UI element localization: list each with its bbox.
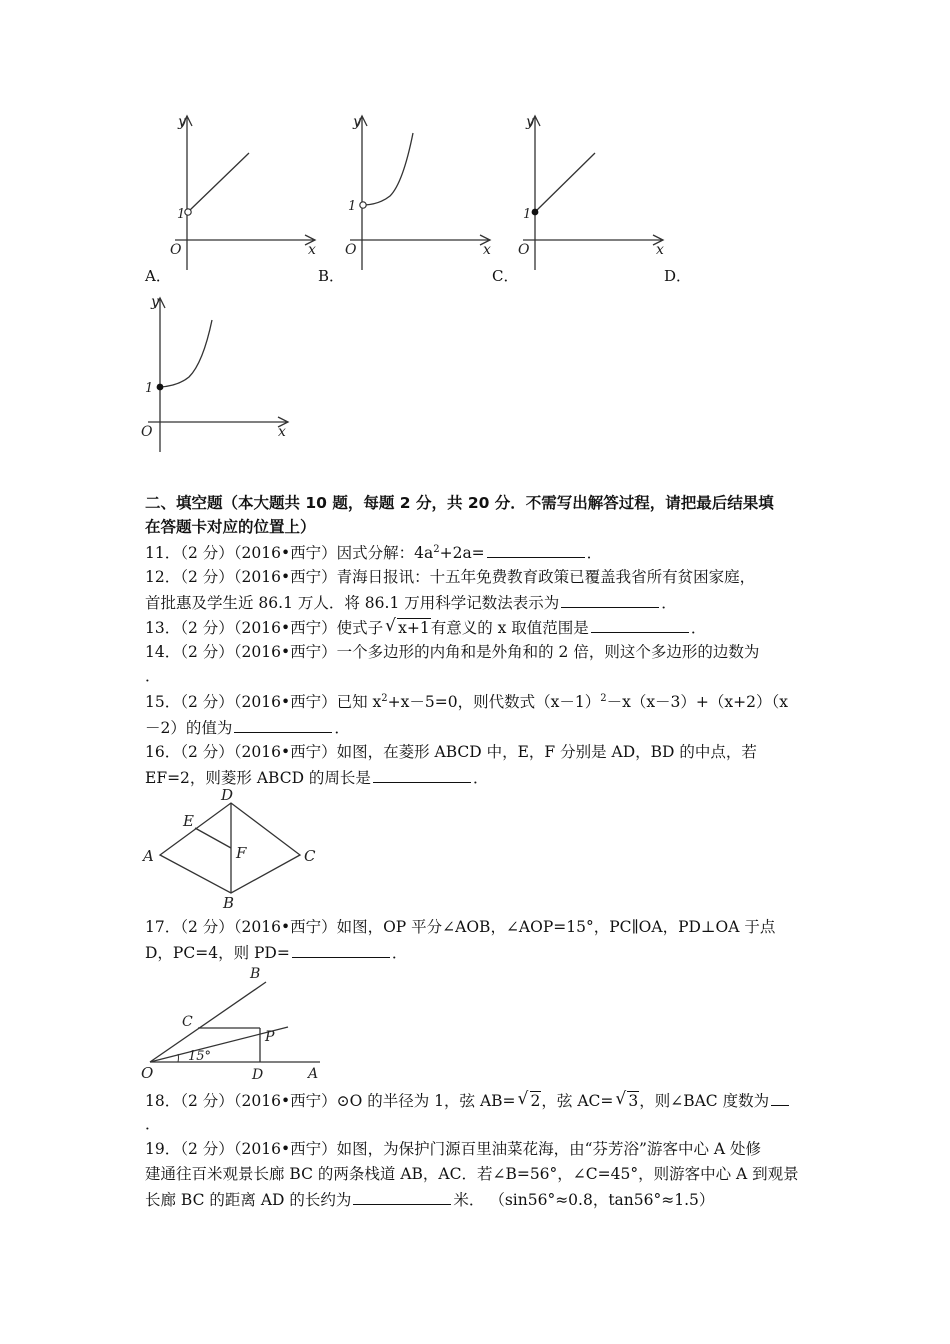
answer-blank[interactable] [353, 1189, 451, 1205]
option-a-label: A． [145, 267, 171, 285]
option-c-label: C． [492, 267, 519, 285]
rhombus-figure [140, 785, 330, 910]
question-11: 11．（2 分）（2016•西宁）因式分解：$4a^2+2a=$ ． [145, 543, 603, 562]
point-e-label: E [183, 812, 194, 830]
question-14-line2: ． [145, 667, 161, 685]
x-axis-label: x [278, 424, 286, 440]
origin-label: O [518, 242, 530, 258]
angle-bisector-figure [138, 962, 338, 1084]
x-axis-label: x [656, 242, 664, 258]
question-18-line2: ． [145, 1115, 161, 1133]
vertex-a-label: A [143, 847, 154, 865]
question-16-line1: 16．（2 分）（2016•西宁）如图，在菱形 ABCD 中，E，F 分别是 AD，BD 的中点，若 [145, 743, 757, 761]
sqrt-2: √ 2 [517, 1089, 541, 1110]
answer-blank[interactable] [373, 767, 471, 783]
x-axis-label: x [308, 242, 316, 258]
answer-blank[interactable] [487, 542, 585, 558]
question-19-line3: 长廊 BC 的距离 AD 的长约为 米． （sin56°≈0.8，tan56°≈1.5） [145, 1191, 715, 1209]
question-12-line2: 首批惠及学生近 86.1 万人．将 86.1 万用科学记数法表示为 ． [145, 594, 677, 612]
y-axis-label: y [151, 294, 159, 310]
question-17-line1: 17．（2 分）（2016•西宁）如图，OP 平分∠AOB，∠AOP=15°，PC∥OA，PD⊥OA 于点 [145, 918, 776, 936]
y-intercept-label: 1 [523, 207, 532, 222]
option-d-label: D． [664, 267, 692, 285]
answer-blank[interactable] [561, 592, 659, 608]
y-axis-label: y [353, 114, 361, 130]
question-16-line2: EF=2，则菱形 ABCD 的周长是 ． [145, 769, 489, 787]
question-18-line1: 18．（2 分）（2016•西宁）⊙O 的半径为 1，弦 AB= √ 2，弦 AC= √ 3，则∠BAC 度数为 [145, 1090, 791, 1111]
question-17-line2: D，PC=4，则 PD= ． [145, 944, 408, 962]
angle-label: 15° [188, 1049, 212, 1064]
origin-label: O [345, 242, 357, 258]
graph-option-c [508, 108, 673, 273]
question-15-line1: 15．（2 分）（2016•西宁）已知 $x^2+x-5=0$，则代数式$(x-1)^2-x(x-3)+(x+2)(x$ [145, 692, 788, 711]
point-d-label: D [252, 1067, 264, 1083]
point-a-label: A [308, 1066, 319, 1082]
y-intercept-label: 1 [348, 199, 357, 214]
vertex-d-label: D [221, 786, 234, 804]
point-b-label: B [250, 966, 261, 982]
point-p-label: P [265, 1029, 275, 1045]
y-axis-label: y [526, 114, 534, 130]
sqrt-3: √ 3 [615, 1089, 639, 1110]
graph-option-b [335, 108, 500, 273]
answer-blank[interactable] [591, 617, 689, 633]
answer-blank[interactable] [771, 1090, 789, 1106]
origin-label: O [170, 242, 182, 258]
point-f-label: F [236, 844, 247, 862]
point-c-label: C [182, 1014, 193, 1030]
vertex-b-label: B [223, 894, 235, 912]
question-19-line2: 建通往百米观景长廊 BC 的两条栈道 AB，AC．若∠B=56°，∠C=45°，则游客中心 A 到观景 [145, 1165, 799, 1183]
graph-option-a [160, 108, 325, 273]
y-intercept-label: 1 [177, 207, 186, 222]
origin-label: O [141, 424, 153, 440]
sqrt-expression: √ x+1 [385, 616, 430, 637]
y-axis-label: y [178, 114, 186, 130]
vertex-c-label: C [304, 847, 316, 865]
graph-option-d [133, 290, 298, 455]
point-o-label: O [141, 1064, 154, 1082]
section-heading-line2: 在答题卡对应的位置上） [145, 518, 316, 536]
y-intercept-label: 1 [145, 381, 154, 396]
answer-blank[interactable] [292, 942, 390, 958]
question-14-line1: 14．（2 分）（2016•西宁）一个多边形的内角和是外角和的 2 倍，则这个多边形的边数为 [145, 643, 760, 661]
question-15-line2: －2）的值为 ． [145, 719, 350, 737]
option-b-label: B． [318, 267, 345, 285]
question-12-line1: 12．（2 分）（2016•西宁）青海日报讯：十五年免费教育政策已覆盖我省所有贫困家庭， [145, 568, 756, 586]
section-heading-line1: 二、填空题（本大题共 10 题，每题 2 分，共 20 分．不需写出解答过程，请把最后结果填 [145, 494, 774, 512]
x-axis-label: x [483, 242, 491, 258]
question-13: 13．（2 分）（2016•西宁）使式子 √ x+1有意义的 x 取值范围是 ． [145, 616, 707, 637]
question-19-line1: 19．（2 分）（2016•西宁）如图，为保护门源百里油菜花海，由“芬芳浴”游客中心 A 处修 [145, 1140, 761, 1158]
answer-blank[interactable] [234, 717, 332, 733]
